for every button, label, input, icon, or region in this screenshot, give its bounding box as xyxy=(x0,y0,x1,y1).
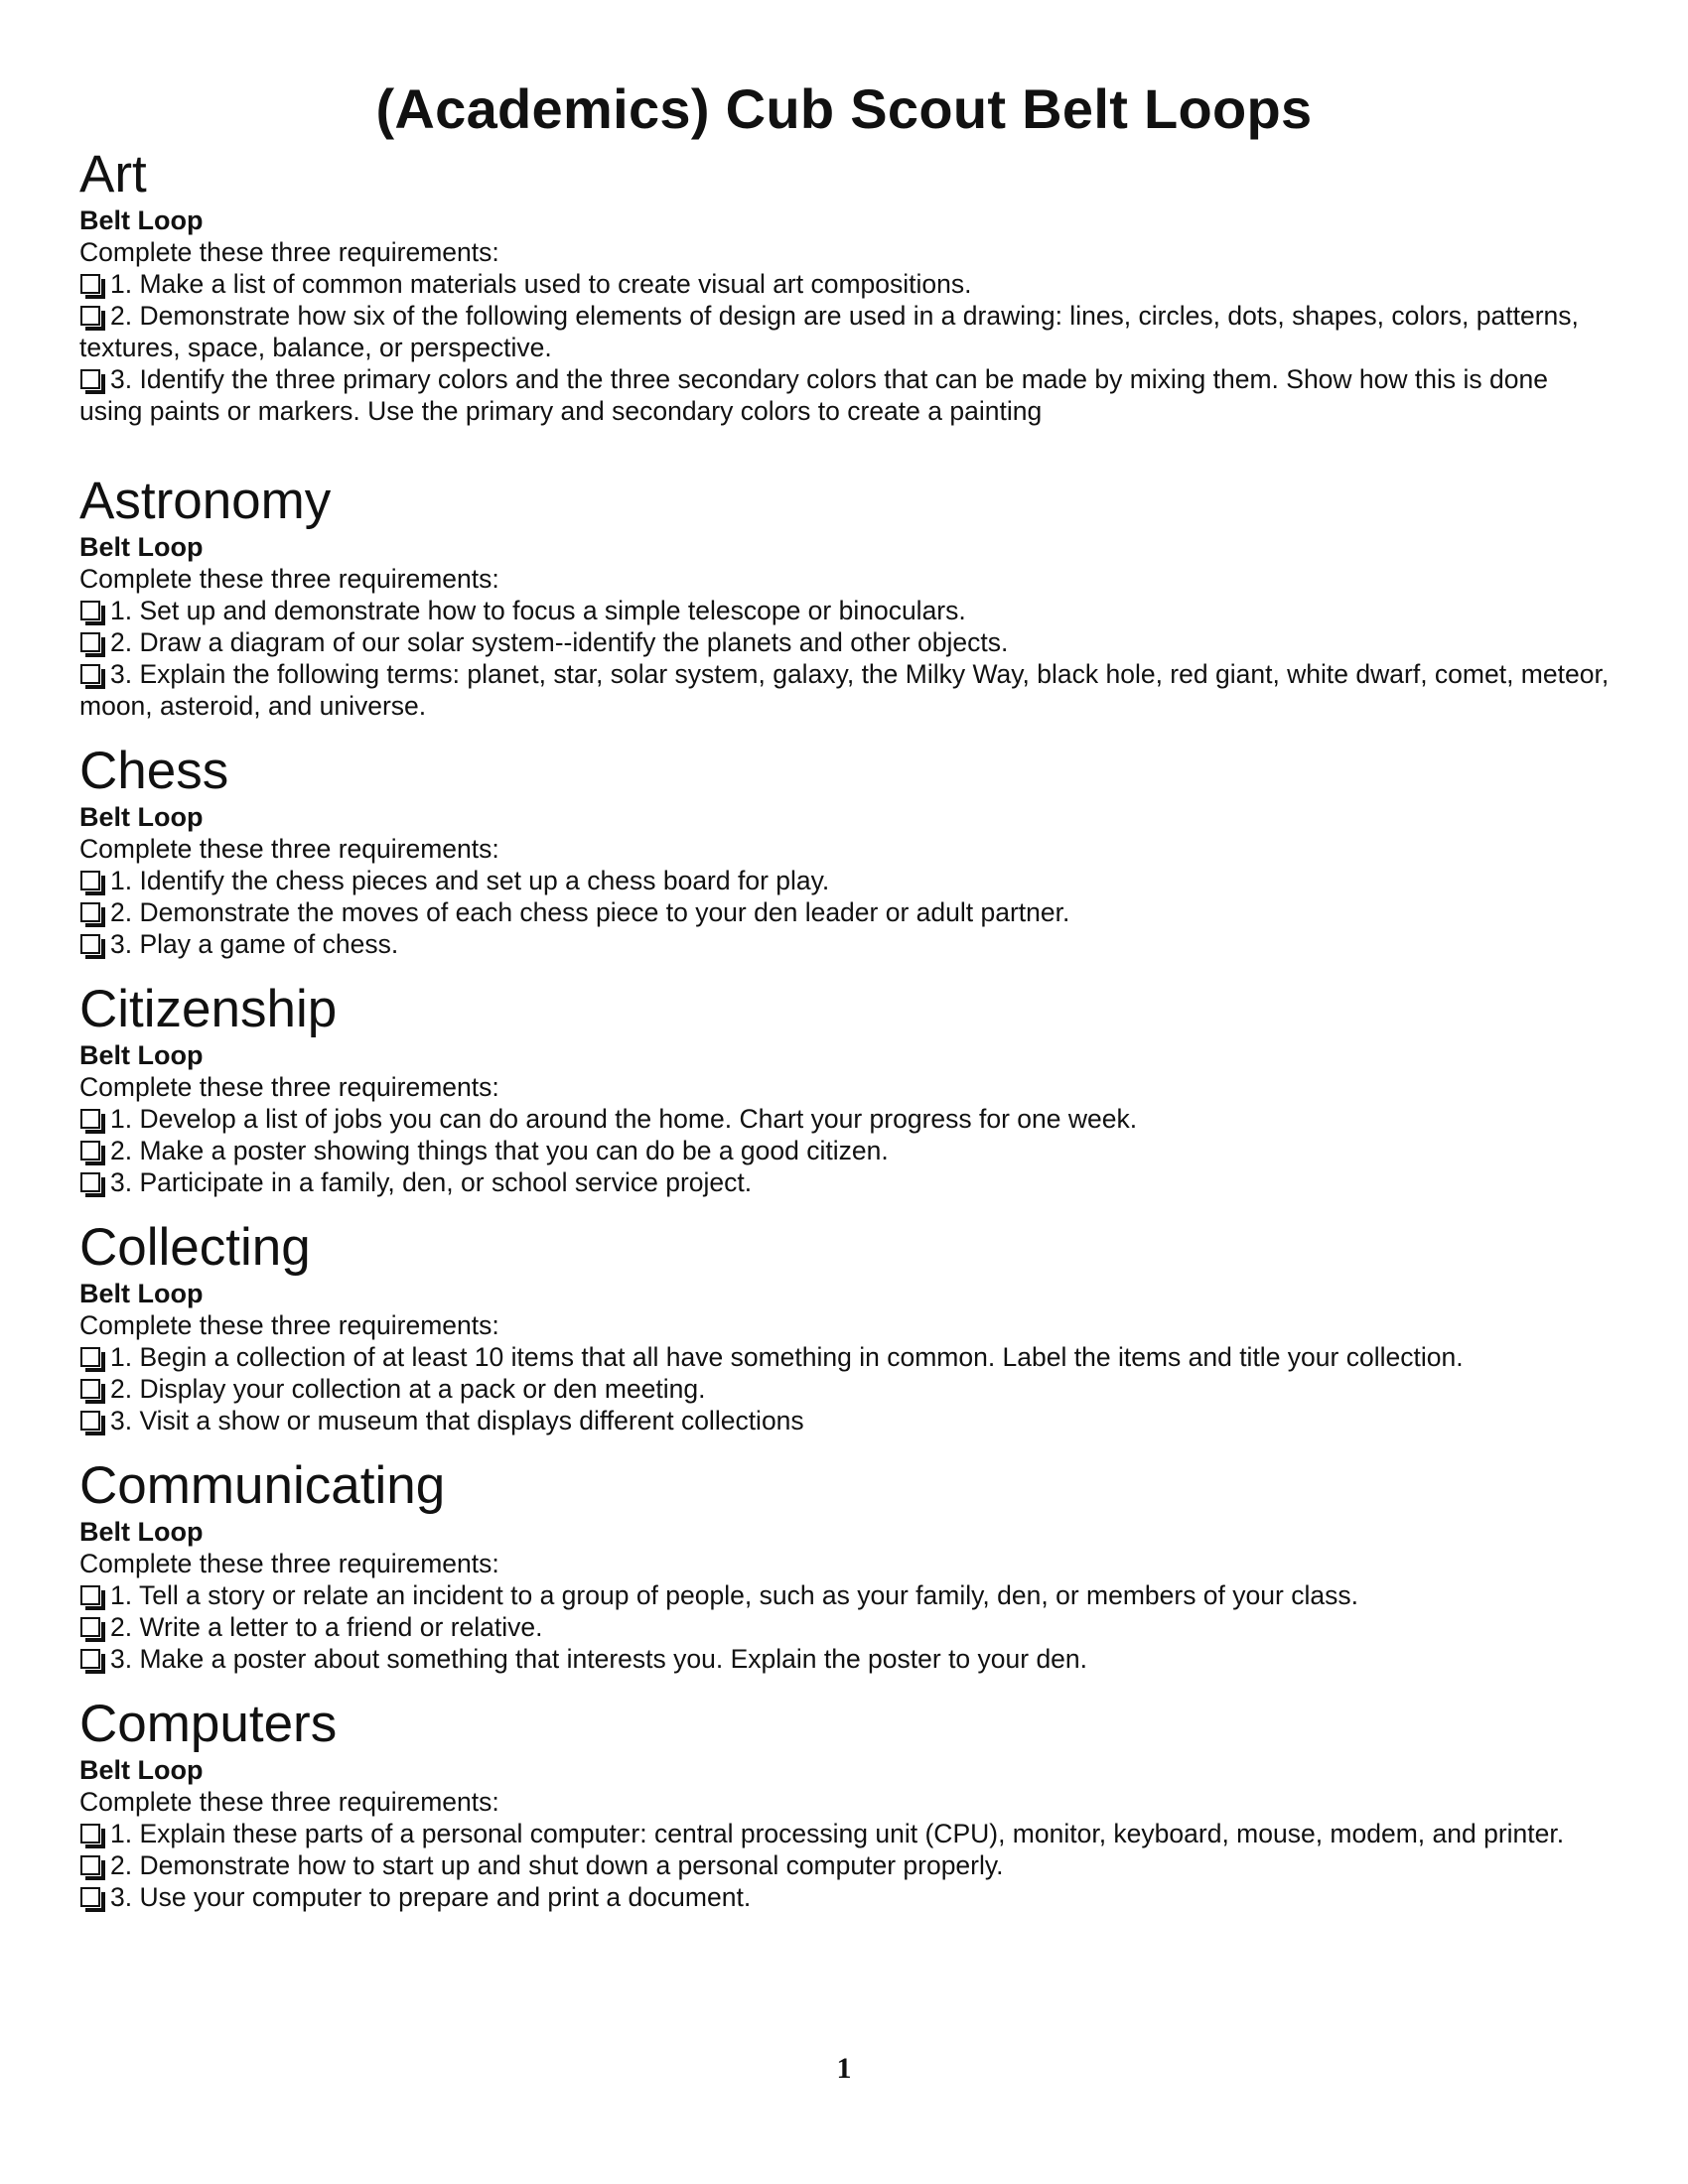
section-title: Computers xyxy=(79,1695,338,1753)
checkbox-icon[interactable] xyxy=(80,1855,100,1875)
checkbox-icon[interactable] xyxy=(80,274,100,294)
requirement-text: 3. Explain the following terms: planet, star, solar system, galaxy, the Milky Way, black hole, red giant, white dwarf, comet, meteor, moon, asteroid, and universe. xyxy=(79,659,1610,721)
requirement-item xyxy=(79,928,1614,960)
section-title: Art xyxy=(79,145,147,204)
checkbox-icon[interactable] xyxy=(80,632,100,652)
checkbox-icon[interactable] xyxy=(80,1109,100,1129)
section-collecting xyxy=(79,1218,1614,1436)
belt-loop-label: Belt Loop xyxy=(79,532,204,562)
requirements-intro: Complete these three requirements: xyxy=(79,237,499,267)
requirement-text: 2. Write a letter to a friend or relative. xyxy=(110,1612,543,1642)
requirement-item xyxy=(79,1643,1614,1675)
checkbox-icon[interactable] xyxy=(80,1411,100,1431)
checkbox-icon[interactable] xyxy=(80,1141,100,1160)
requirement-item xyxy=(79,1818,1614,1849)
requirement-item xyxy=(79,626,1614,658)
checkbox-icon[interactable] xyxy=(80,1824,100,1843)
requirement-item xyxy=(79,1405,1614,1436)
checkbox-icon[interactable] xyxy=(80,306,100,326)
requirement-text: 2. Display your collection at a pack or den meeting. xyxy=(110,1374,706,1404)
requirement-item xyxy=(79,1166,1614,1198)
requirement-text: 3. Visit a show or museum that displays different collections xyxy=(110,1406,804,1435)
requirement-item xyxy=(79,1881,1614,1913)
checkbox-icon[interactable] xyxy=(80,1347,100,1367)
section-computers xyxy=(79,1695,1614,1913)
checkbox-icon[interactable] xyxy=(80,601,100,620)
page-title: (Academics) Cub Scout Belt Loops xyxy=(375,77,1313,140)
checkbox-icon[interactable] xyxy=(80,1649,100,1669)
requirement-text: 2. Draw a diagram of our solar system--identify the planets and other objects. xyxy=(110,627,1009,657)
section-title: Communicating xyxy=(79,1456,446,1515)
requirement-item xyxy=(79,1103,1614,1135)
requirement-text: 1. Identify the chess pieces and set up a chess board for play. xyxy=(110,866,830,895)
requirements-intro: Complete these three requirements: xyxy=(79,1310,499,1340)
checkbox-icon[interactable] xyxy=(80,1379,100,1399)
belt-loop-sections xyxy=(79,145,1614,1913)
requirements-intro: Complete these three requirements: xyxy=(79,1549,499,1578)
requirement-text: 1. Make a list of common materials used to create visual art compositions. xyxy=(110,269,972,299)
requirement-item xyxy=(79,300,1614,363)
belt-loop-label: Belt Loop xyxy=(79,1279,204,1308)
requirement-text: 2. Demonstrate how to start up and shut down a personal computer properly. xyxy=(110,1850,1004,1880)
checkbox-icon[interactable] xyxy=(80,369,100,389)
section-title: Collecting xyxy=(79,1218,311,1277)
checkbox-icon[interactable] xyxy=(80,1172,100,1192)
section-art xyxy=(79,145,1614,427)
requirement-item xyxy=(79,1849,1614,1881)
checkbox-icon[interactable] xyxy=(80,1585,100,1605)
belt-loop-label: Belt Loop xyxy=(79,802,204,832)
requirement-text: 3. Make a poster about something that interests you. Explain the poster to your den. xyxy=(110,1644,1088,1674)
checkbox-icon[interactable] xyxy=(80,871,100,890)
checkbox-icon[interactable] xyxy=(80,664,100,684)
requirements-intro: Complete these three requirements: xyxy=(79,1072,499,1102)
requirement-text: 1. Set up and demonstrate how to focus a simple telescope or binoculars. xyxy=(110,596,966,625)
section-title: Citizenship xyxy=(79,980,338,1038)
section-citizenship xyxy=(79,980,1614,1198)
section-title: Chess xyxy=(79,742,229,800)
section-communicating xyxy=(79,1456,1614,1675)
page-number: 1 xyxy=(836,2052,852,2085)
requirement-text: 3. Participate in a family, den, or school service project. xyxy=(110,1167,753,1197)
belt-loop-label: Belt Loop xyxy=(79,1040,204,1070)
requirement-item xyxy=(79,1579,1614,1611)
section-title: Astronomy xyxy=(79,472,332,530)
requirement-text: 2. Demonstrate the moves of each chess piece to your den leader or adult partner. xyxy=(110,897,1070,927)
requirement-text: 2. Make a poster showing things that you can do be a good citizen. xyxy=(110,1136,889,1165)
requirement-item xyxy=(79,865,1614,896)
requirement-text: 1. Develop a list of jobs you can do around the home. Chart your progress for one week. xyxy=(110,1104,1138,1134)
belt-loop-label: Belt Loop xyxy=(79,1517,204,1547)
requirement-item xyxy=(79,658,1614,722)
requirement-text: 1. Tell a story or relate an incident to a group of people, such as your family, den, or members of your class. xyxy=(110,1580,1358,1610)
requirement-text: 2. Demonstrate how six of the following elements of design are used in a drawing: lines, circles, dots, shapes, colors, patterns, textures, space, balance, or perspective. xyxy=(79,301,1579,362)
requirement-text: 3. Play a game of chess. xyxy=(110,929,399,959)
requirement-item xyxy=(79,896,1614,928)
requirement-item xyxy=(79,363,1614,427)
requirement-item xyxy=(79,1373,1614,1405)
requirements-intro: Complete these three requirements: xyxy=(79,564,499,594)
belt-loop-label: Belt Loop xyxy=(79,205,204,235)
requirement-text: 1. Begin a collection of at least 10 items that all have something in common. Label the items and title your collection. xyxy=(110,1342,1464,1372)
requirements-intro: Complete these three requirements: xyxy=(79,1787,499,1817)
checkbox-icon[interactable] xyxy=(80,902,100,922)
checkbox-icon[interactable] xyxy=(80,934,100,954)
requirement-item xyxy=(79,595,1614,626)
requirement-item xyxy=(79,1135,1614,1166)
requirement-item xyxy=(79,1341,1614,1373)
checkbox-icon[interactable] xyxy=(80,1887,100,1907)
requirements-intro: Complete these three requirements: xyxy=(79,834,499,864)
belt-loop-label: Belt Loop xyxy=(79,1755,204,1785)
section-chess xyxy=(79,742,1614,960)
requirement-item xyxy=(79,1611,1614,1643)
requirement-text: 3. Identify the three primary colors and the three secondary colors that can be made by mixing them. Show how this is done using paints or markers. Use the primary and secondary colors to create a painting xyxy=(79,364,1548,426)
requirement-text: 1. Explain these parts of a personal computer: central processing unit (CPU), monitor, keyboard, mouse, modem, and printer. xyxy=(110,1819,1565,1848)
checkbox-icon[interactable] xyxy=(80,1617,100,1637)
requirement-text: 3. Use your computer to prepare and print a document. xyxy=(110,1882,752,1912)
requirement-item xyxy=(79,268,1614,300)
section-astronomy xyxy=(79,472,1614,722)
